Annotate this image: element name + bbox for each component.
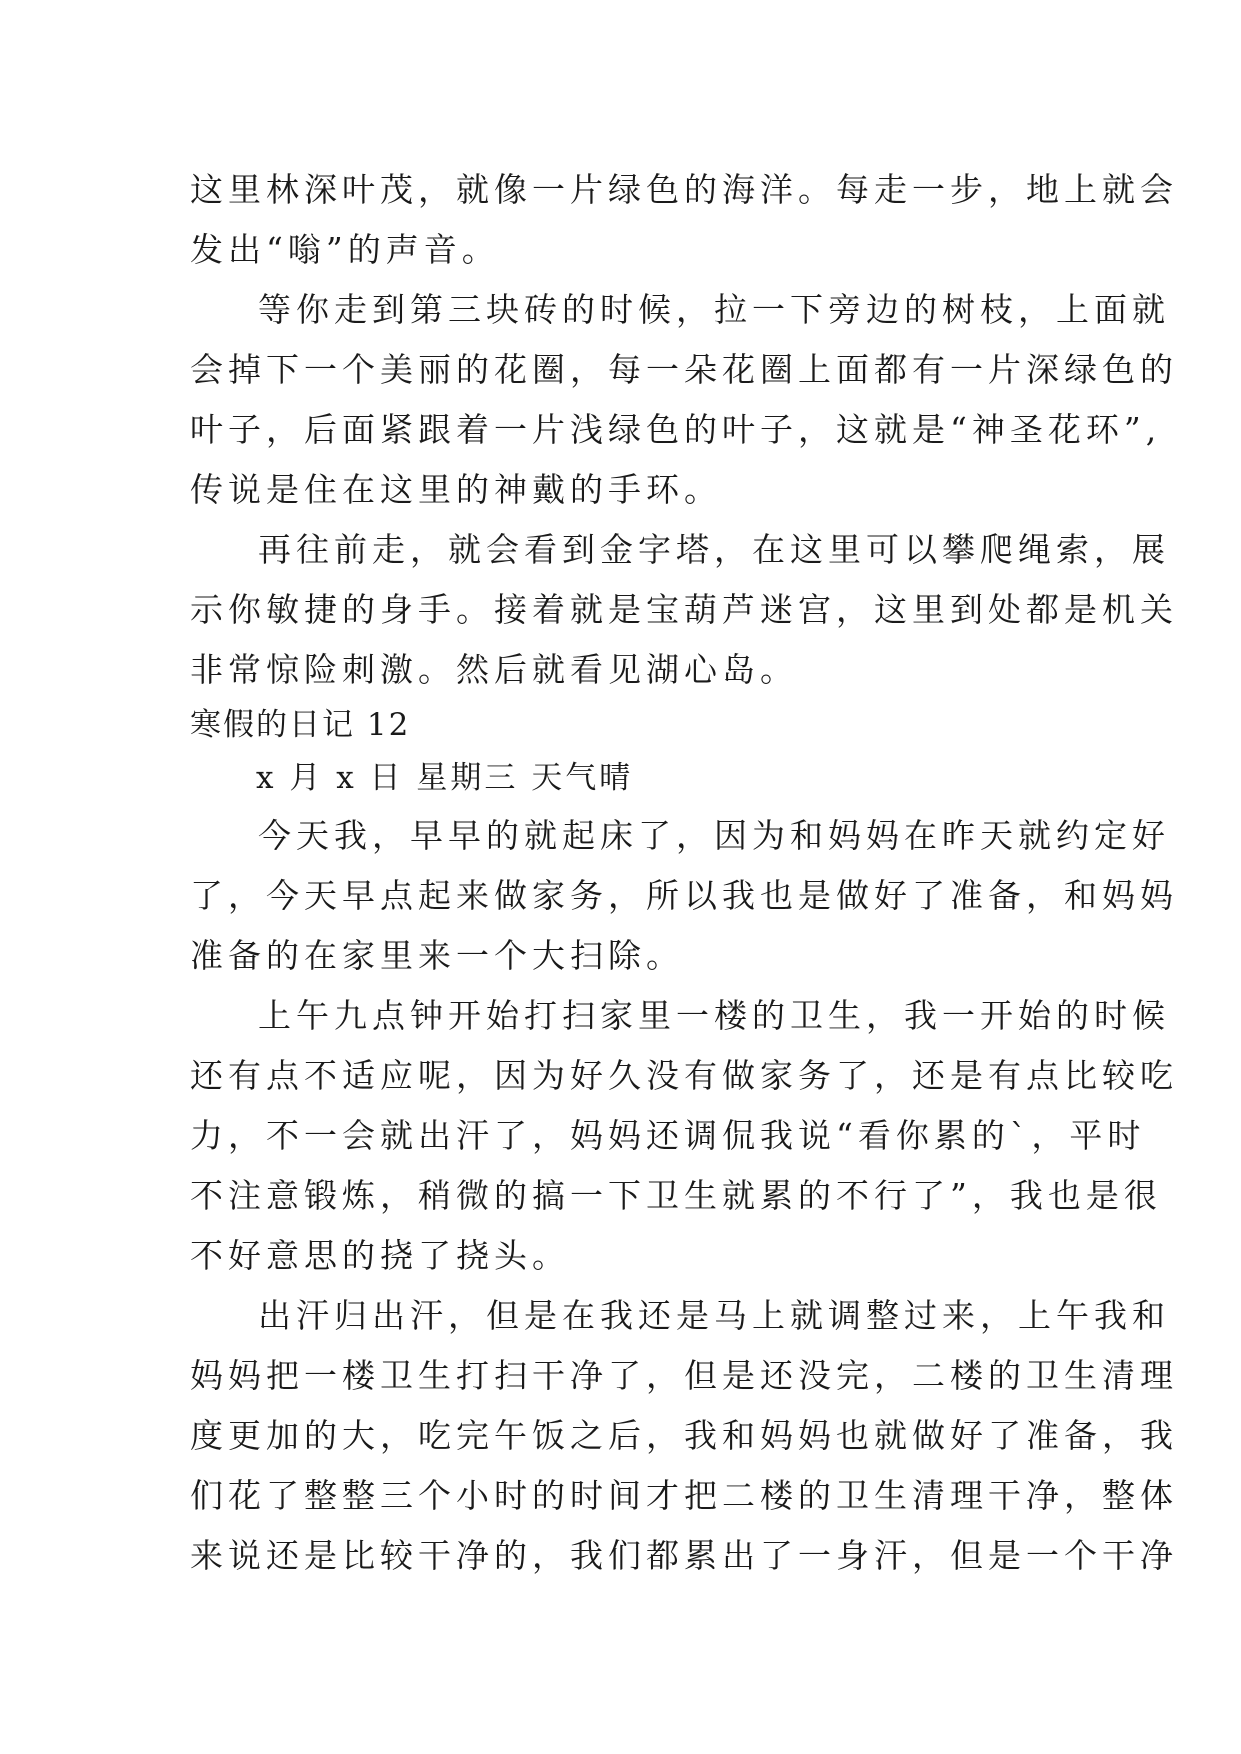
- section-heading: 寒假的日记 12: [190, 707, 411, 743]
- date-line: x 月 x 日 星期三 天气晴: [256, 760, 634, 796]
- paragraph-first-line: 等你走到第三块砖的时候，拉一下旁边的树枝，上面就: [258, 290, 1170, 329]
- text-line: 示你敏捷的身手。接着就是宝葫芦迷宫，这里到处都是机关: [190, 590, 1178, 629]
- text-line: 来说还是比较干净的，我们都累出了一身汗，但是一个干净: [190, 1536, 1178, 1575]
- text-line: 不好意思的挠了挠头。: [190, 1236, 570, 1275]
- text-line: 度更加的大，吃完午饭之后，我和妈妈也就做好了准备，我: [190, 1416, 1178, 1455]
- paragraph-first-line: 再往前走，就会看到金字塔，在这里可以攀爬绳索，展: [258, 530, 1170, 569]
- text-line: 非常惊险刺激。然后就看见湖心岛。: [190, 650, 798, 689]
- paragraph-first-line: 今天我，早早的就起床了，因为和妈妈在昨天就约定好: [258, 816, 1170, 855]
- text-line: 这里林深叶茂，就像一片绿色的海洋。每走一步，地上就会: [190, 170, 1178, 209]
- text-line: 了，今天早点起来做家务，所以我也是做好了准备，和妈妈: [190, 876, 1178, 915]
- paragraph-first-line: 上午九点钟开始打扫家里一楼的卫生，我一开始的时候: [258, 996, 1170, 1035]
- text-line: 们花了整整三个小时的时间才把二楼的卫生清理干净，整体: [190, 1476, 1178, 1515]
- text-line: 力，不一会就出汗了，妈妈还调侃我说“看你累的`，平时: [190, 1116, 1146, 1155]
- text-line: 传说是住在这里的神戴的手环。: [190, 470, 722, 509]
- document-body: [190, 160, 1178, 1586]
- text-line: 叶子，后面紧跟着一片浅绿色的叶子，这就是“神圣花环”,: [190, 410, 1162, 449]
- text-line: 还有点不适应呢，因为好久没有做家务了，还是有点比较吃: [190, 1056, 1178, 1095]
- text-line: 发出“嗡”的声音。: [190, 230, 500, 269]
- text-line: 不注意锻炼，稍微的搞一下卫生就累的不行了”，我也是很: [190, 1176, 1162, 1215]
- text-line: 会掉下一个美丽的花圈，每一朵花圈上面都有一片深绿色的: [190, 350, 1178, 389]
- paragraph-first-line: 出汗归出汗，但是在我还是马上就调整过来，上午我和: [258, 1296, 1170, 1335]
- text-line: 准备的在家里来一个大扫除。: [190, 936, 684, 975]
- text-line: 妈妈把一楼卫生打扫干净了，但是还没完，二楼的卫生清理: [190, 1356, 1178, 1395]
